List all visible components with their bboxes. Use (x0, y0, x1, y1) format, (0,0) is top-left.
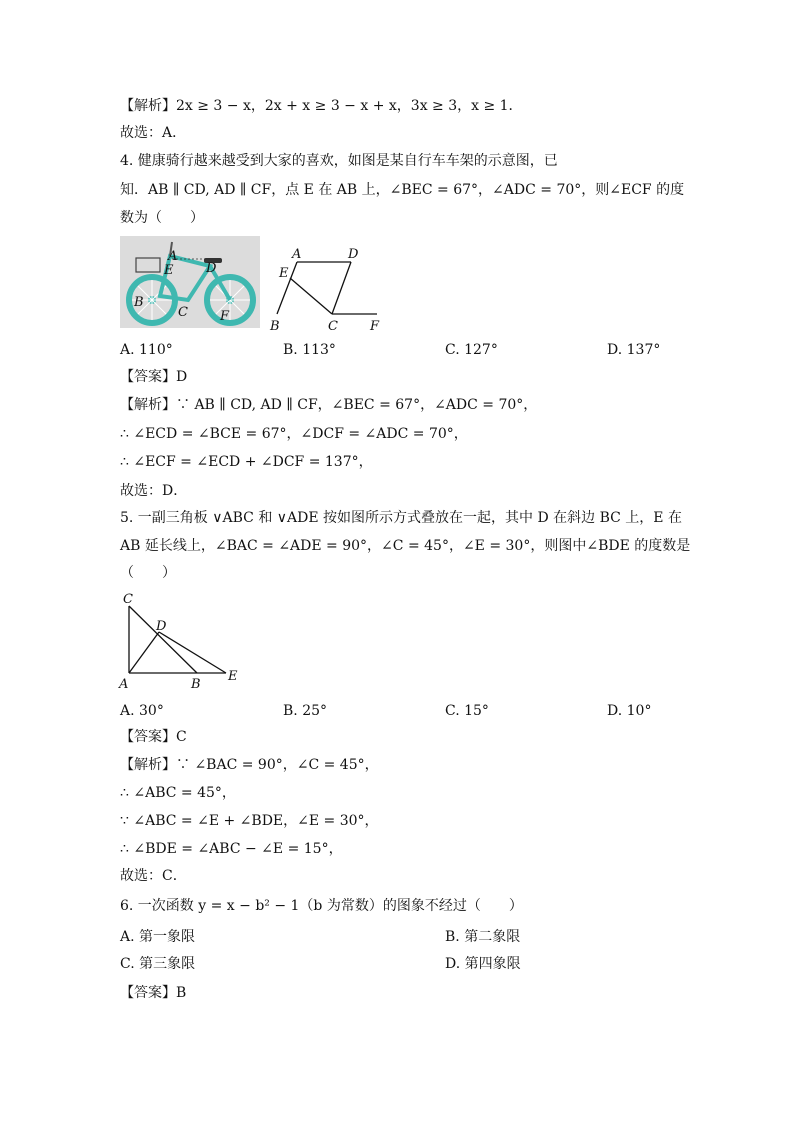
q4-solution-line: ∴ ∠ECD = ∠BCE = 67°，∠DCF = ∠ADC = 70°， (120, 426, 468, 442)
diagram-label-e: E (279, 266, 289, 281)
diagram-label-d: D (348, 247, 359, 262)
bike-label-c: C (178, 305, 188, 320)
question-4-text: 4. 健康骑行越来越受到大家的喜欢，如图是某自行车车架的示意图，已 (120, 153, 558, 169)
diagram-label-f: F (370, 319, 380, 334)
diagram-label-a: A (292, 247, 302, 262)
q6-option-d: D. 第四象限 (445, 956, 521, 972)
q5-solution-line: ∴ ∠BDE = ∠ABC − ∠E = 15°， (120, 841, 343, 857)
q6-option-c: C. 第三象限 (120, 956, 196, 972)
bike-label-e: E (164, 263, 174, 278)
q6-answer: 【答案】B (120, 985, 187, 1001)
frame-diagram (266, 244, 386, 334)
triangle-diagram (116, 588, 246, 692)
question-4-text: 知．AB ∥ CD, AD ∥ CF，点 E 在 AB 上，∠BEC = 67°，∠ADC = 70°，则∠ECF 的度 (120, 182, 685, 198)
q4-option-c: C. 127° (445, 342, 498, 358)
bike-label-f: F (220, 309, 230, 324)
q4-option-b: B. 113° (283, 342, 336, 358)
choice-line: 故选：A． (120, 125, 187, 141)
question-4-text: 数为（ ） (120, 210, 204, 226)
q5-solution-line: 【解析】∵ ∠BAC = 90°，∠C = 45°， (120, 757, 379, 773)
q6-option-b: B. 第二象限 (445, 929, 521, 945)
q4-option-a: A. 110° (120, 342, 173, 358)
q5-option-b: B. 25° (283, 703, 328, 719)
q4-option-d: D. 137° (607, 342, 661, 358)
q5-option-a: A. 30° (120, 703, 164, 719)
q5-option-d: D. 10° (607, 703, 652, 719)
bike-label-a: A (168, 249, 178, 264)
q5-solution-line: ∴ ∠ABC = 45°， (120, 785, 236, 801)
triangle-label-a: A (119, 677, 129, 692)
bicycle-figure (120, 236, 260, 328)
triangle-label-c: C (123, 592, 133, 607)
q5-solution-line: ∵ ∠ABC = ∠E + ∠BDE，∠E = 30°， (120, 813, 379, 829)
question-5-text: 5. 一副三角板 ∨ABC 和 ∨ADE 按如图所示方式叠放在一起，其中 D 在斜边 BC 上，E 在 (120, 510, 682, 526)
q5-answer: 【答案】C (120, 729, 187, 745)
q4-choice-line: 故选：D． (120, 483, 188, 499)
bike-label-b: B (134, 295, 144, 310)
diagram-label-b: B (270, 319, 280, 334)
question-5-text: （ ） (120, 565, 176, 581)
bike-label-d: D (206, 261, 217, 276)
q5-option-c: C. 15° (445, 703, 489, 719)
question-6-text: 6. 一次函数 y = x − b² − 1（b 为常数）的图象不经过（ ） (120, 898, 523, 914)
diagram-label-c: C (328, 319, 338, 334)
q6-option-a: A. 第一象限 (120, 929, 196, 945)
question-5-text: AB 延长线上，∠BAC = ∠ADE = 90°，∠C = 45°，∠E = 30°，则图中∠BDE 的度数是 (120, 538, 691, 554)
solution-line: 【解析】2x ≥ 3 − x，2x + x ≥ 3 − x + x，3x ≥ 3，x ≥ 1． (120, 98, 523, 114)
triangle-label-d: D (156, 619, 167, 634)
q4-solution-line: ∴ ∠ECF = ∠ECD + ∠DCF = 137°， (120, 454, 373, 470)
triangle-label-b: B (191, 677, 201, 692)
q5-choice-line: 故选：C． (120, 868, 187, 884)
triangle-label-e: E (228, 669, 238, 684)
q4-solution-line: 【解析】∵ AB ∥ CD, AD ∥ CF，∠BEC = 67°，∠ADC = 70°， (120, 397, 538, 413)
q4-answer: 【答案】D (120, 369, 188, 385)
